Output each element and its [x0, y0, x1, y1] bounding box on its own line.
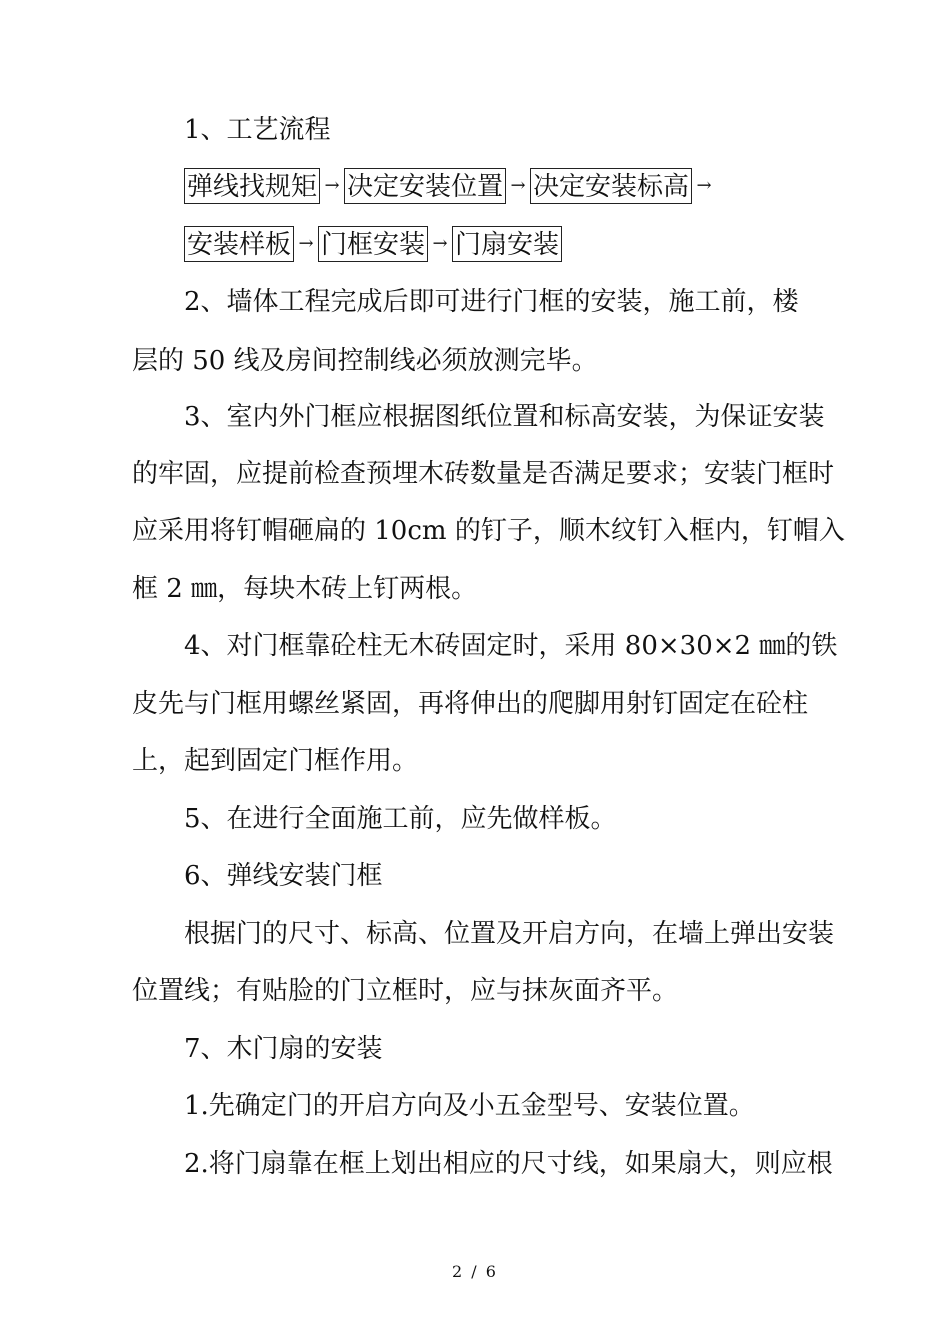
paragraph-3-line-2: 的牢固，应提前检查预埋木砖数量是否满足要求；安装门框时: [132, 459, 835, 489]
paragraph-6-line-2: 位置线；有贴脸的门立框时，应与抹灰面齐平。: [132, 976, 679, 1006]
section-title-marking: 6、弹线安装门框: [184, 861, 383, 891]
flow-row-2: [184, 226, 562, 262]
section-title-door-leaf: 7、木门扇的安装: [184, 1034, 383, 1064]
paragraph-3-line-1: 3、室内外门框应根据图纸位置和标高安装，为保证安装: [184, 402, 825, 432]
paragraph-4-line-3: 上，起到固定门框作用。: [132, 746, 419, 776]
paragraph-2-line-1: 2、墙体工程完成后即可进行门框的安装，施工前，楼: [184, 287, 799, 317]
flow-step-1: 弹线找规矩: [184, 168, 320, 204]
arrow-right-icon: →: [510, 175, 526, 196]
paragraph-6-line-1: 根据门的尺寸、标高、位置及开启方向，在墙上弹出安装: [184, 919, 835, 949]
paragraph-3-line-3: 应采用将钉帽砸扁的 10cm 的钉子，顺木纹钉入框内，钉帽入: [132, 516, 845, 546]
paragraph-7-item-1: 1.先确定门的开启方向及小五金型号、安装位置。: [184, 1091, 755, 1121]
paragraph-3-line-4: 框 2 ㎜，每块木砖上钉两根。: [132, 574, 478, 604]
arrow-right-icon: →: [324, 175, 340, 196]
flow-step-2: 决定安装位置: [344, 168, 506, 204]
page-number: 2 / 6: [452, 1262, 498, 1281]
arrow-right-icon: →: [696, 175, 712, 196]
paragraph-4-line-1: 4、对门框靠砼柱无木砖固定时，采用 80×30×2 ㎜的铁: [184, 631, 838, 661]
paragraph-5: 5、在进行全面施工前，应先做样板。: [184, 804, 617, 834]
arrow-right-icon: →: [432, 233, 448, 254]
paragraph-4-line-2: 皮先与门框用螺丝紧固，再将伸出的爬脚用射钉固定在砼柱: [132, 689, 809, 719]
flow-step-3: 决定安装标高: [530, 168, 692, 204]
paragraph-2-line-2: 层的 50 线及房间控制线必须放测完毕。: [132, 346, 598, 376]
paragraph-7-item-2: 2.将门扇靠在框上划出相应的尺寸线，如果扇大，则应根: [184, 1149, 833, 1179]
flow-step-5: 门框安装: [318, 226, 428, 262]
section-title-process: 1、工艺流程: [184, 115, 331, 145]
flow-step-4: 安装样板: [184, 226, 294, 262]
arrow-right-icon: →: [298, 233, 314, 254]
flow-step-6: 门扇安装: [452, 226, 562, 262]
flow-row-1: [184, 168, 716, 204]
